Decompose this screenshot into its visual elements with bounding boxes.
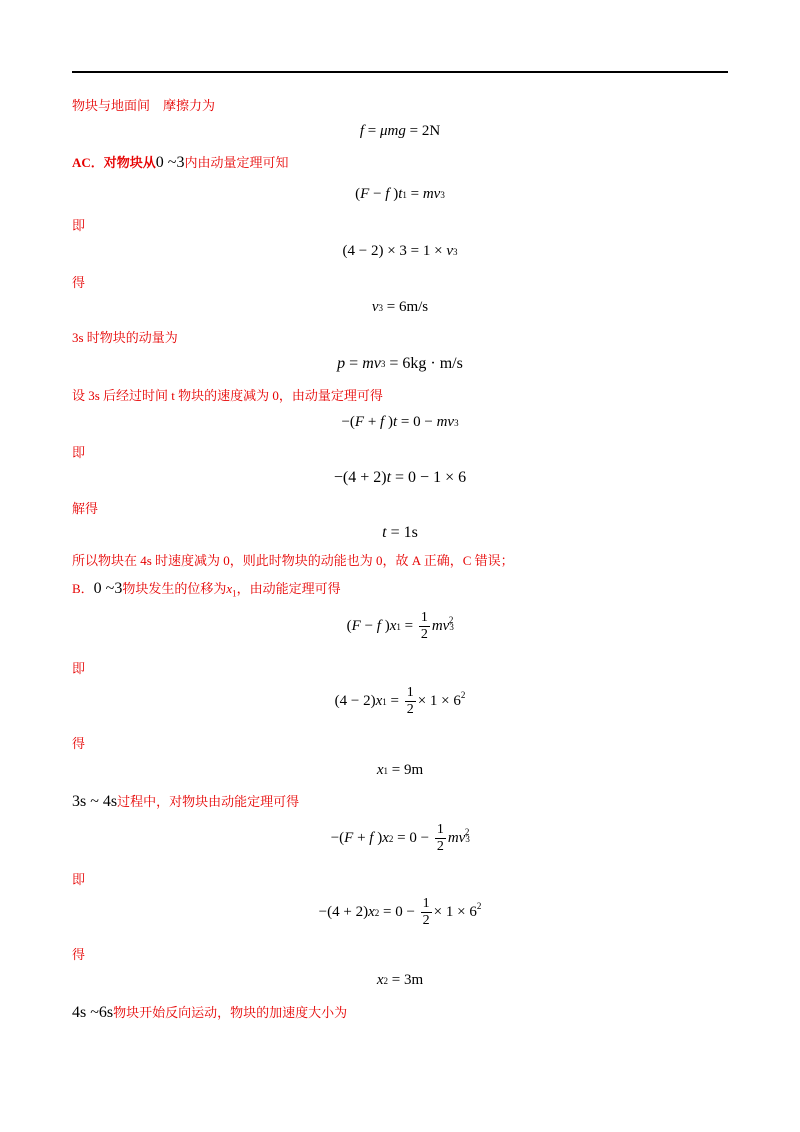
equation-10: (4 − 2) x 1 = $\frac{1}{2}$ × 1 × 6 $^2$: [334, 685, 466, 717]
equation-5: p = mv 3 = 6kg · m/s: [337, 355, 463, 372]
equation-7: −(4 + 2) t = 0 − 1 × 6: [333, 469, 467, 486]
equation-8: t = 1s: [382, 524, 418, 541]
equation-12: −( F + f ) x 2 = 0 − $\frac{1}{2}$ mv 3 $^2$: [330, 822, 470, 854]
equation-11: x 1 = 9m: [376, 762, 424, 778]
equation-4: v 3 = 6m/s: [371, 299, 429, 315]
text-line: 所以物块在 4s 时速度减为 0，则此时物块的动能也为 0，故 A 正确，C 错误；: [72, 553, 514, 568]
text-line: 解得: [72, 501, 99, 516]
text-line: 即: [72, 872, 86, 887]
text-line: 物块与地面间 摩擦力为: [72, 98, 216, 113]
equation-3: (4 − 2) × 3 = 1 × v 3: [342, 243, 458, 259]
text-line: 设 3s 后经过时间 t 物块的速度减为 0，由动量定理可得: [72, 388, 383, 403]
text-line: 3s ~ 4s过程中，对物块由动能定理可得: [72, 793, 300, 810]
text-line: B．0 ~3物块发生的位移为$x_1$，由动能定理可得: [72, 580, 341, 599]
text-line: AC．对物块从0 ~3内由动量定理可知: [72, 154, 289, 171]
equation-9: ( F − f ) x 1 = $\frac{1}{2}$ mv 3 $^2$: [346, 610, 454, 642]
text-line: 即: [72, 218, 86, 233]
text-line: 4s ~6s物块开始反向运动，物块的加速度大小为: [72, 1004, 348, 1021]
equation-13: −(4 + 2) x 2 = 0 − $\frac{1}{2}$ × 1 × 6 $^2$: [318, 896, 482, 928]
header-rule: [72, 71, 728, 73]
text-line: 得: [72, 275, 86, 290]
text-line: 得: [72, 736, 86, 751]
text-line: 得: [72, 947, 86, 962]
equation-2: ( F − f ) t 1 = mv 3: [355, 186, 445, 202]
equation-14: x 2 = 3m: [376, 972, 424, 988]
equation-6: −( F + f ) t = 0 − mv 3: [341, 414, 459, 430]
text-line: 即: [72, 661, 86, 676]
text-line: 3s 时物块的动量为: [72, 330, 178, 345]
text-line: 即: [72, 445, 86, 460]
equation-1: f = μmg = 2N: [359, 123, 441, 139]
